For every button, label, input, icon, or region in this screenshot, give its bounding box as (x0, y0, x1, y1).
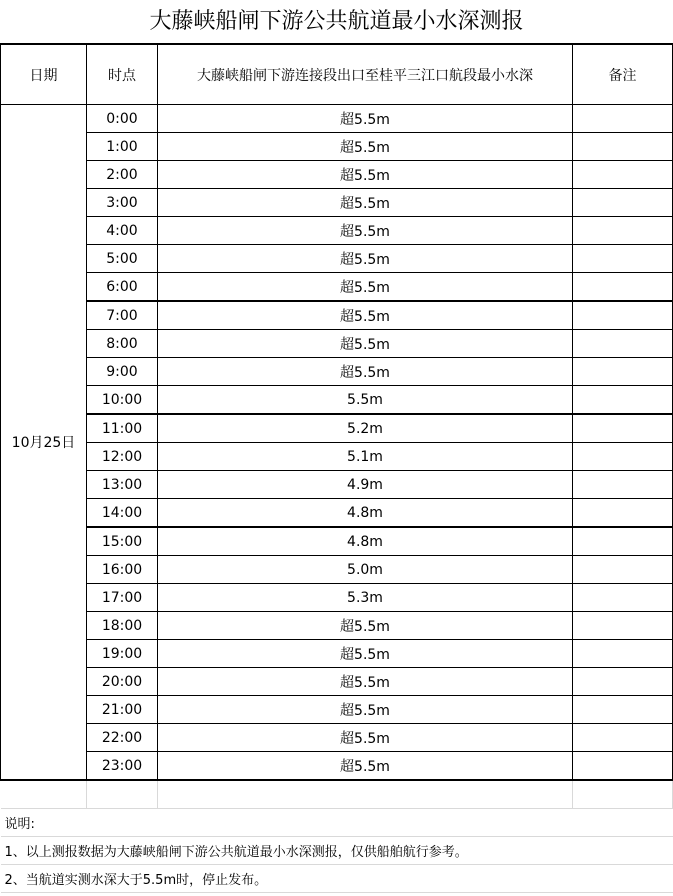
table-row (1, 527, 673, 556)
depth-cell: 超5.5m (158, 133, 573, 161)
table-row (1, 612, 673, 640)
remark-cell (573, 105, 673, 133)
remark-cell (573, 133, 673, 161)
empty-cell (158, 780, 573, 809)
time-cell: 0:00 (87, 105, 158, 133)
remark-cell (573, 273, 673, 302)
time-cell: 3:00 (87, 189, 158, 217)
time-cell: 14:00 (87, 499, 158, 528)
time-cell: 19:00 (87, 640, 158, 668)
depth-cell: 超5.5m (158, 217, 573, 245)
table-row (1, 443, 673, 471)
time-cell: 16:00 (87, 556, 158, 584)
remark-cell (573, 612, 673, 640)
header-depth: 大藤峡船闸下游连接段出口至桂平三江口航段最小水深 (158, 45, 573, 105)
time-cell: 4:00 (87, 217, 158, 245)
depth-cell: 超5.5m (158, 245, 573, 273)
depth-cell: 超5.5m (158, 273, 573, 302)
table-row (1, 724, 673, 752)
depth-cell: 5.2m (158, 414, 573, 443)
time-cell: 2:00 (87, 161, 158, 189)
remark-cell (573, 696, 673, 724)
table-row (1, 499, 673, 528)
time-cell: 10:00 (87, 386, 158, 415)
note-row (1, 865, 673, 893)
table-row (1, 273, 673, 302)
remark-cell (573, 330, 673, 358)
depth-cell: 4.9m (158, 471, 573, 499)
header-date: 日期 (1, 45, 87, 105)
table-row (1, 640, 673, 668)
remark-cell (573, 245, 673, 273)
date-cell: 10月25日 (1, 105, 87, 781)
depth-cell: 超5.5m (158, 161, 573, 189)
remark-cell (573, 189, 673, 217)
time-cell: 11:00 (87, 414, 158, 443)
empty-cell (573, 780, 673, 809)
time-cell: 13:00 (87, 471, 158, 499)
time-cell: 15:00 (87, 527, 158, 556)
depth-cell: 4.8m (158, 499, 573, 528)
remark-cell (573, 217, 673, 245)
time-cell: 20:00 (87, 668, 158, 696)
remark-cell (573, 584, 673, 612)
table-row (1, 696, 673, 724)
note-line-1: 1、以上测报数据为大藤峡船闸下游公共航道最小水深测报，仅供船舶航行参考。 (1, 837, 673, 865)
remark-cell (573, 668, 673, 696)
table-row (1, 386, 673, 415)
depth-table (0, 44, 673, 893)
time-cell: 18:00 (87, 612, 158, 640)
depth-cell: 超5.5m (158, 668, 573, 696)
remark-cell (573, 640, 673, 668)
time-cell: 5:00 (87, 245, 158, 273)
time-cell: 6:00 (87, 273, 158, 302)
depth-cell: 超5.5m (158, 330, 573, 358)
table-row (1, 584, 673, 612)
header-time: 时点 (87, 45, 158, 105)
time-cell: 12:00 (87, 443, 158, 471)
table-row (1, 414, 673, 443)
depth-cell: 超5.5m (158, 724, 573, 752)
note-heading: 说明: (1, 809, 673, 837)
table-row (1, 189, 673, 217)
depth-cell: 超5.5m (158, 640, 573, 668)
remark-cell (573, 471, 673, 499)
table-row (1, 161, 673, 189)
depth-cell: 超5.5m (158, 752, 573, 781)
depth-cell: 超5.5m (158, 301, 573, 330)
table-row (1, 471, 673, 499)
time-cell: 1:00 (87, 133, 158, 161)
time-cell: 22:00 (87, 724, 158, 752)
remark-cell (573, 443, 673, 471)
empty-cell (1, 780, 87, 809)
depth-cell: 超5.5m (158, 189, 573, 217)
table-row (1, 245, 673, 273)
remark-cell (573, 414, 673, 443)
table-row (1, 556, 673, 584)
depth-cell: 超5.5m (158, 612, 573, 640)
time-cell: 17:00 (87, 584, 158, 612)
remark-cell (573, 499, 673, 528)
remark-cell (573, 386, 673, 415)
remark-cell (573, 527, 673, 556)
depth-cell: 5.3m (158, 584, 573, 612)
depth-cell: 5.0m (158, 556, 573, 584)
depth-cell: 超5.5m (158, 358, 573, 386)
table-row (1, 301, 673, 330)
header-remark: 备注 (573, 45, 673, 105)
time-cell: 21:00 (87, 696, 158, 724)
note-line-2: 2、当航道实测水深大于5.5m时，停止发布。 (1, 865, 673, 893)
remark-cell (573, 301, 673, 330)
table-row (1, 217, 673, 245)
remark-cell (573, 724, 673, 752)
remark-cell (573, 556, 673, 584)
empty-row (1, 780, 673, 809)
table-row (1, 752, 673, 781)
time-cell: 23:00 (87, 752, 158, 781)
table-row (1, 105, 673, 133)
depth-cell: 5.1m (158, 443, 573, 471)
report-title: 大藤峡船闸下游公共航道最小水深测报 (0, 0, 673, 44)
depth-cell: 4.8m (158, 527, 573, 556)
remark-cell (573, 161, 673, 189)
note-row (1, 837, 673, 865)
remark-cell (573, 358, 673, 386)
time-cell: 9:00 (87, 358, 158, 386)
depth-cell: 超5.5m (158, 105, 573, 133)
table-row (1, 330, 673, 358)
depth-cell: 5.5m (158, 386, 573, 415)
depth-cell: 超5.5m (158, 696, 573, 724)
table-row (1, 358, 673, 386)
table-row (1, 133, 673, 161)
time-cell: 8:00 (87, 330, 158, 358)
remark-cell (573, 752, 673, 781)
empty-cell (87, 780, 158, 809)
time-cell: 7:00 (87, 301, 158, 330)
note-row (1, 809, 673, 837)
table-row (1, 668, 673, 696)
header-row (1, 45, 673, 105)
